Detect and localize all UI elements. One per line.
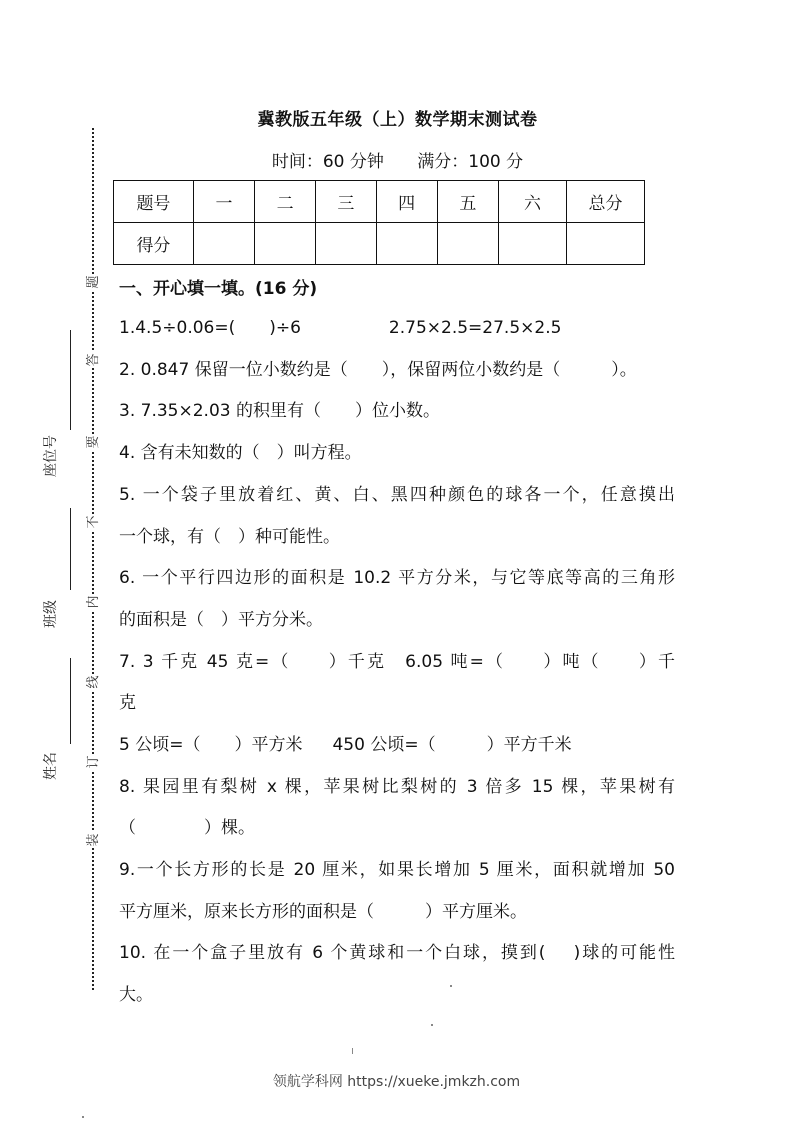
- question-line: [119, 734, 675, 756]
- score-input-cell[interactable]: [316, 223, 376, 265]
- question-text: 5 公顷=（ ）平方米: [119, 735, 303, 755]
- question-line: 3. 7.35×2.03 的积里有（ ）位小数。: [119, 401, 440, 421]
- question-text: 2.75×2.5=27.5×2.5: [388, 318, 562, 338]
- name-underline: [70, 658, 71, 744]
- scan-speck: [82, 1116, 84, 1118]
- scan-speck: [450, 985, 452, 987]
- seat-number-field: [40, 330, 80, 480]
- score-table-score-row: [114, 223, 645, 265]
- seal-char: 线: [86, 675, 101, 689]
- question-line: 克: [119, 693, 136, 713]
- seal-char: 装: [86, 833, 101, 847]
- score-input-cell[interactable]: [567, 223, 645, 265]
- table-cell: 得分: [114, 223, 194, 265]
- score-input-cell[interactable]: [193, 223, 254, 265]
- scan-speck: [431, 1024, 433, 1026]
- question-line: [119, 317, 675, 339]
- question-line: 4. 含有未知数的（ ）叫方程。: [119, 443, 362, 463]
- table-cell: 总分: [567, 181, 645, 223]
- section-heading: 一、开心填一填。(16 分): [119, 279, 318, 299]
- seal-char: 不: [86, 515, 101, 529]
- exam-info: [120, 147, 675, 172]
- question-line: 5. 一个袋子里放着红、黄、白、黑四种颜色的球各一个，任意摸出: [119, 485, 675, 505]
- table-cell: 一: [193, 181, 254, 223]
- seat-number-label: 座位号: [43, 435, 59, 477]
- question-line: 7. 3 千克 45 克=（ ）千克 6.05 吨=（ ）吨（ ）千: [119, 652, 675, 672]
- table-cell: 五: [437, 181, 498, 223]
- seat-number-underline: [70, 330, 71, 430]
- question-line: 6. 一个平行四边形的面积是 10.2 平方分米，与它等底等高的三角形: [119, 568, 675, 588]
- question-line: 8. 果园里有梨树 x 棵，苹果树比梨树的 3 倍多 15 棵，苹果树有: [119, 777, 675, 797]
- table-cell: 六: [498, 181, 566, 223]
- question-line: 10. 在一个盒子里放有 6 个黄球和一个白球，摸到( )球的可能性: [119, 943, 675, 963]
- score-input-cell[interactable]: [376, 223, 437, 265]
- question-line: 平方厘米，原来长方形的面积是（ ）平方厘米。: [119, 902, 527, 922]
- question-line: （ ）棵。: [119, 818, 255, 838]
- score-input-cell[interactable]: [255, 223, 316, 265]
- page-title: 冀教版五年级（上）数学期末测试卷: [257, 110, 538, 130]
- seal-char: 题: [86, 275, 101, 289]
- table-cell: 四: [376, 181, 437, 223]
- class-label: 班级: [43, 600, 59, 628]
- seal-char: 订: [86, 755, 101, 769]
- seal-char: 内: [86, 595, 101, 609]
- class-field: [40, 508, 80, 658]
- seal-char: 要: [86, 435, 101, 449]
- question-text: 450 公顷=（ ）平方千米: [332, 735, 572, 755]
- binding-dotted-line: [92, 128, 94, 990]
- score-table: [113, 180, 645, 265]
- name-label: 姓名: [43, 752, 59, 780]
- name-field: [40, 658, 80, 808]
- question-line: 一个球，有（ ）种可能性。: [119, 527, 340, 547]
- table-cell: 二: [255, 181, 316, 223]
- question-line: 的面积是（ ）平方分米。: [119, 610, 323, 630]
- scan-speck: [352, 1048, 353, 1054]
- table-cell: 题号: [114, 181, 194, 223]
- score-input-cell[interactable]: [498, 223, 566, 265]
- seal-char: 答: [86, 353, 101, 367]
- score-input-cell[interactable]: [437, 223, 498, 265]
- table-cell: 三: [316, 181, 376, 223]
- exam-time: 时间：60 分钟: [271, 152, 384, 172]
- footer-watermark: 领航学科网 https://xueke.jmkzh.com: [272, 1074, 521, 1090]
- class-underline: [70, 508, 71, 590]
- question-line: 9.一个长方形的长是 20 厘米，如果长增加 5 厘米，面积就增加 50: [119, 860, 675, 880]
- exam-full-score: 满分：100 分: [417, 152, 524, 172]
- question-text: 1.4.5÷0.06=( )÷6: [119, 318, 301, 338]
- score-table-header-row: [114, 181, 645, 223]
- question-line: 大。: [119, 985, 153, 1005]
- question-line: 2. 0.847 保留一位小数约是（ ），保留两位小数约是（ ）。: [119, 360, 637, 380]
